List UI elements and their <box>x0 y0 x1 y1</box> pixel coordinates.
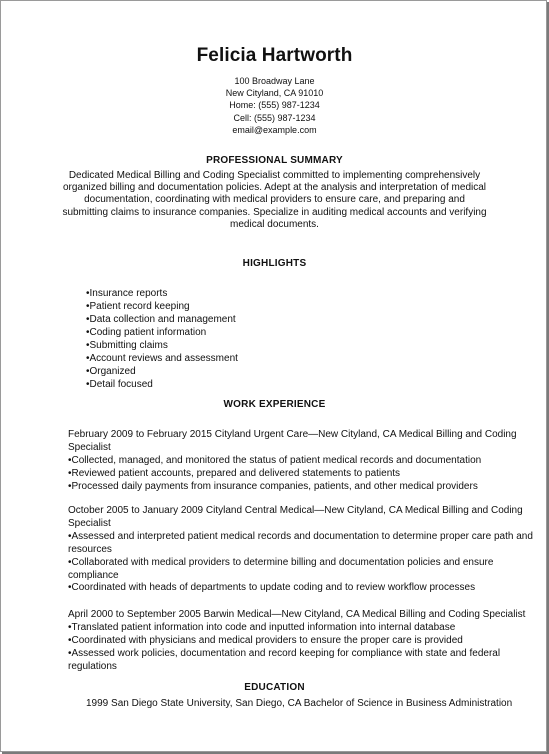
job-entry-1 <box>68 429 546 494</box>
job-bullet: •Processed daily payments from insurance companies, patients, and other medical providers <box>68 480 478 492</box>
highlight-item: •Patient record keeping <box>86 301 190 312</box>
job-bullets <box>68 531 546 596</box>
highlights-list <box>86 287 238 391</box>
experience-heading: WORK EXPERIENCE <box>223 399 326 410</box>
job-bullet: •Assessed work policies, documentation and record keeping for compliance with state and federal regulations <box>68 647 501 672</box>
highlight-item: •Coding patient information <box>86 327 207 338</box>
highlight-item: •Insurance reports <box>86 288 168 299</box>
job-title: February 2009 to February 2015 Cityland Urgent Care—New Cityland, CA Medical Billing and Coding Specialist <box>68 429 517 453</box>
contact-cell-phone: Cell: (555) 987-1234 <box>233 112 316 123</box>
job-entry-3 <box>68 609 546 674</box>
contact-email: email@example.com <box>232 124 317 135</box>
job-bullet: •Coordinated with physicians and medical providers to ensure the proper care is provided <box>68 634 463 646</box>
job-bullet: •Collaborated with medical providers to determine billing and documentation policies and ensure compliance <box>68 556 494 581</box>
highlights-heading: HIGHLIGHTS <box>242 258 307 269</box>
highlight-item: •Account reviews and assessment <box>86 353 238 364</box>
job-bullet: •Translated patient information into code and inputted information into internal database <box>68 621 456 633</box>
highlight-item: •Organized <box>86 366 136 377</box>
job-bullet: •Coordinated with heads of departments to update coding and to review workflow processes <box>68 582 476 594</box>
education-heading: EDUCATION <box>244 682 305 693</box>
contact-home-phone: Home: (555) 987-1234 <box>229 100 320 111</box>
resume-name: Felicia Hartworth <box>196 45 353 66</box>
job-bullet: •Collected, managed, and monitored the status of patient medical records and documentation <box>68 454 482 466</box>
job-entry-2 <box>68 505 546 595</box>
contact-city: New Cityland, CA 91010 <box>225 88 324 99</box>
job-title: October 2005 to January 2009 Cityland Central Medical—New Cityland, CA Medical Billing and Coding Specialist <box>68 505 523 529</box>
job-bullets <box>68 622 546 674</box>
education-entry: 1999 San Diego State University, San Diego, CA Bachelor of Science in Business Administration <box>86 698 513 709</box>
job-bullet: •Reviewed patient accounts, prepared and delivered statements to patients <box>68 467 401 479</box>
summary-text: Dedicated Medical Billing and Coding Specialist committed to implementing comprehensively organized billing and documentation policies. Adept at the analysis and interpretation of medical documentation, coordinating with medical providers to ensure care, and preparing and submitting claims to insurance companies. Specialize in auditing medical accounts and verifying medical documents. <box>62 170 487 230</box>
job-title: April 2000 to September 2005 Barwin Medical—New Cityland, CA Medical Billing and Coding Specialist <box>68 609 526 620</box>
job-bullet: •Assessed and interpreted patient medical records and documentation to determine proper care path and resources <box>68 530 533 555</box>
highlight-item: •Submitting claims <box>86 340 168 351</box>
contact-street: 100 Broadway Lane <box>234 76 315 86</box>
contact-block <box>0 75 549 136</box>
job-bullets <box>68 455 546 494</box>
summary-heading: PROFESSIONAL SUMMARY <box>206 155 343 166</box>
highlight-item: •Data collection and management <box>86 314 236 325</box>
highlight-item: •Detail focused <box>86 379 153 390</box>
